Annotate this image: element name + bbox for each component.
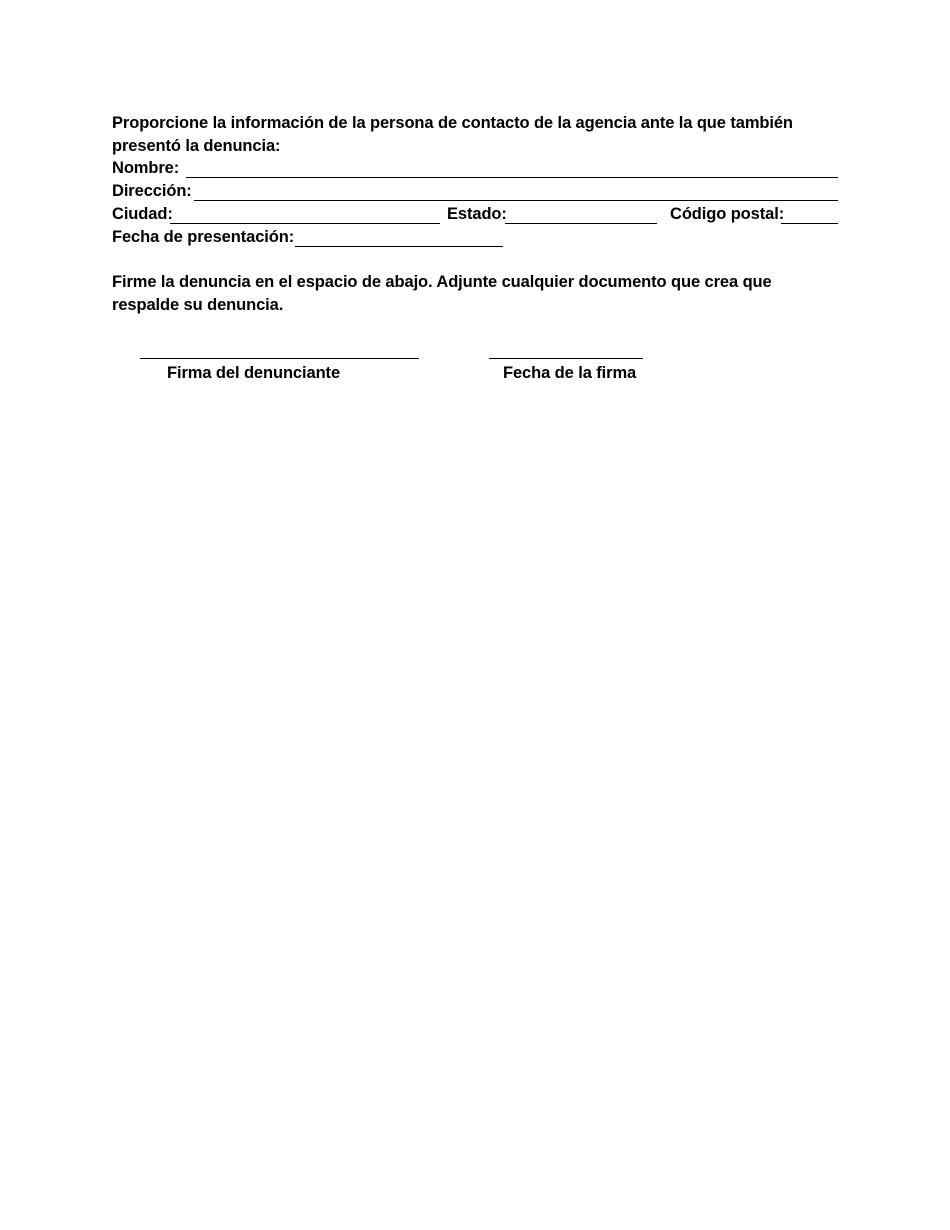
filing-date-field[interactable] [295,228,503,247]
name-field[interactable] [186,159,838,178]
signature-instruction-line-1: Firme la denuncia en el espacio de abajo. Adjunte cualquier documento que crea que [112,273,772,291]
address-field[interactable] [194,182,838,201]
signature-date-line[interactable] [489,358,643,359]
city-label: Ciudad: [112,205,173,223]
signature-instruction-line-2: respalde su denuncia. [112,296,284,314]
state-label: Estado: [447,205,507,223]
contact-instruction-line-2: presentó la denuncia: [112,137,281,155]
address-label: Dirección: [112,182,192,200]
state-field[interactable] [505,205,657,224]
zip-label: Código postal: [670,205,785,223]
signature-caption: Firma del denunciante [167,364,341,382]
signature-date-caption: Fecha de la firma [503,364,637,382]
signature-line[interactable] [140,358,419,359]
contact-instruction-line-1: Proporcione la información de la persona de contacto de la agencia ante la que también [112,114,793,132]
name-label: Nombre: [112,159,180,177]
city-field[interactable] [170,205,440,224]
zip-field[interactable] [781,205,838,224]
filing-date-label: Fecha de presentación: [112,228,295,246]
